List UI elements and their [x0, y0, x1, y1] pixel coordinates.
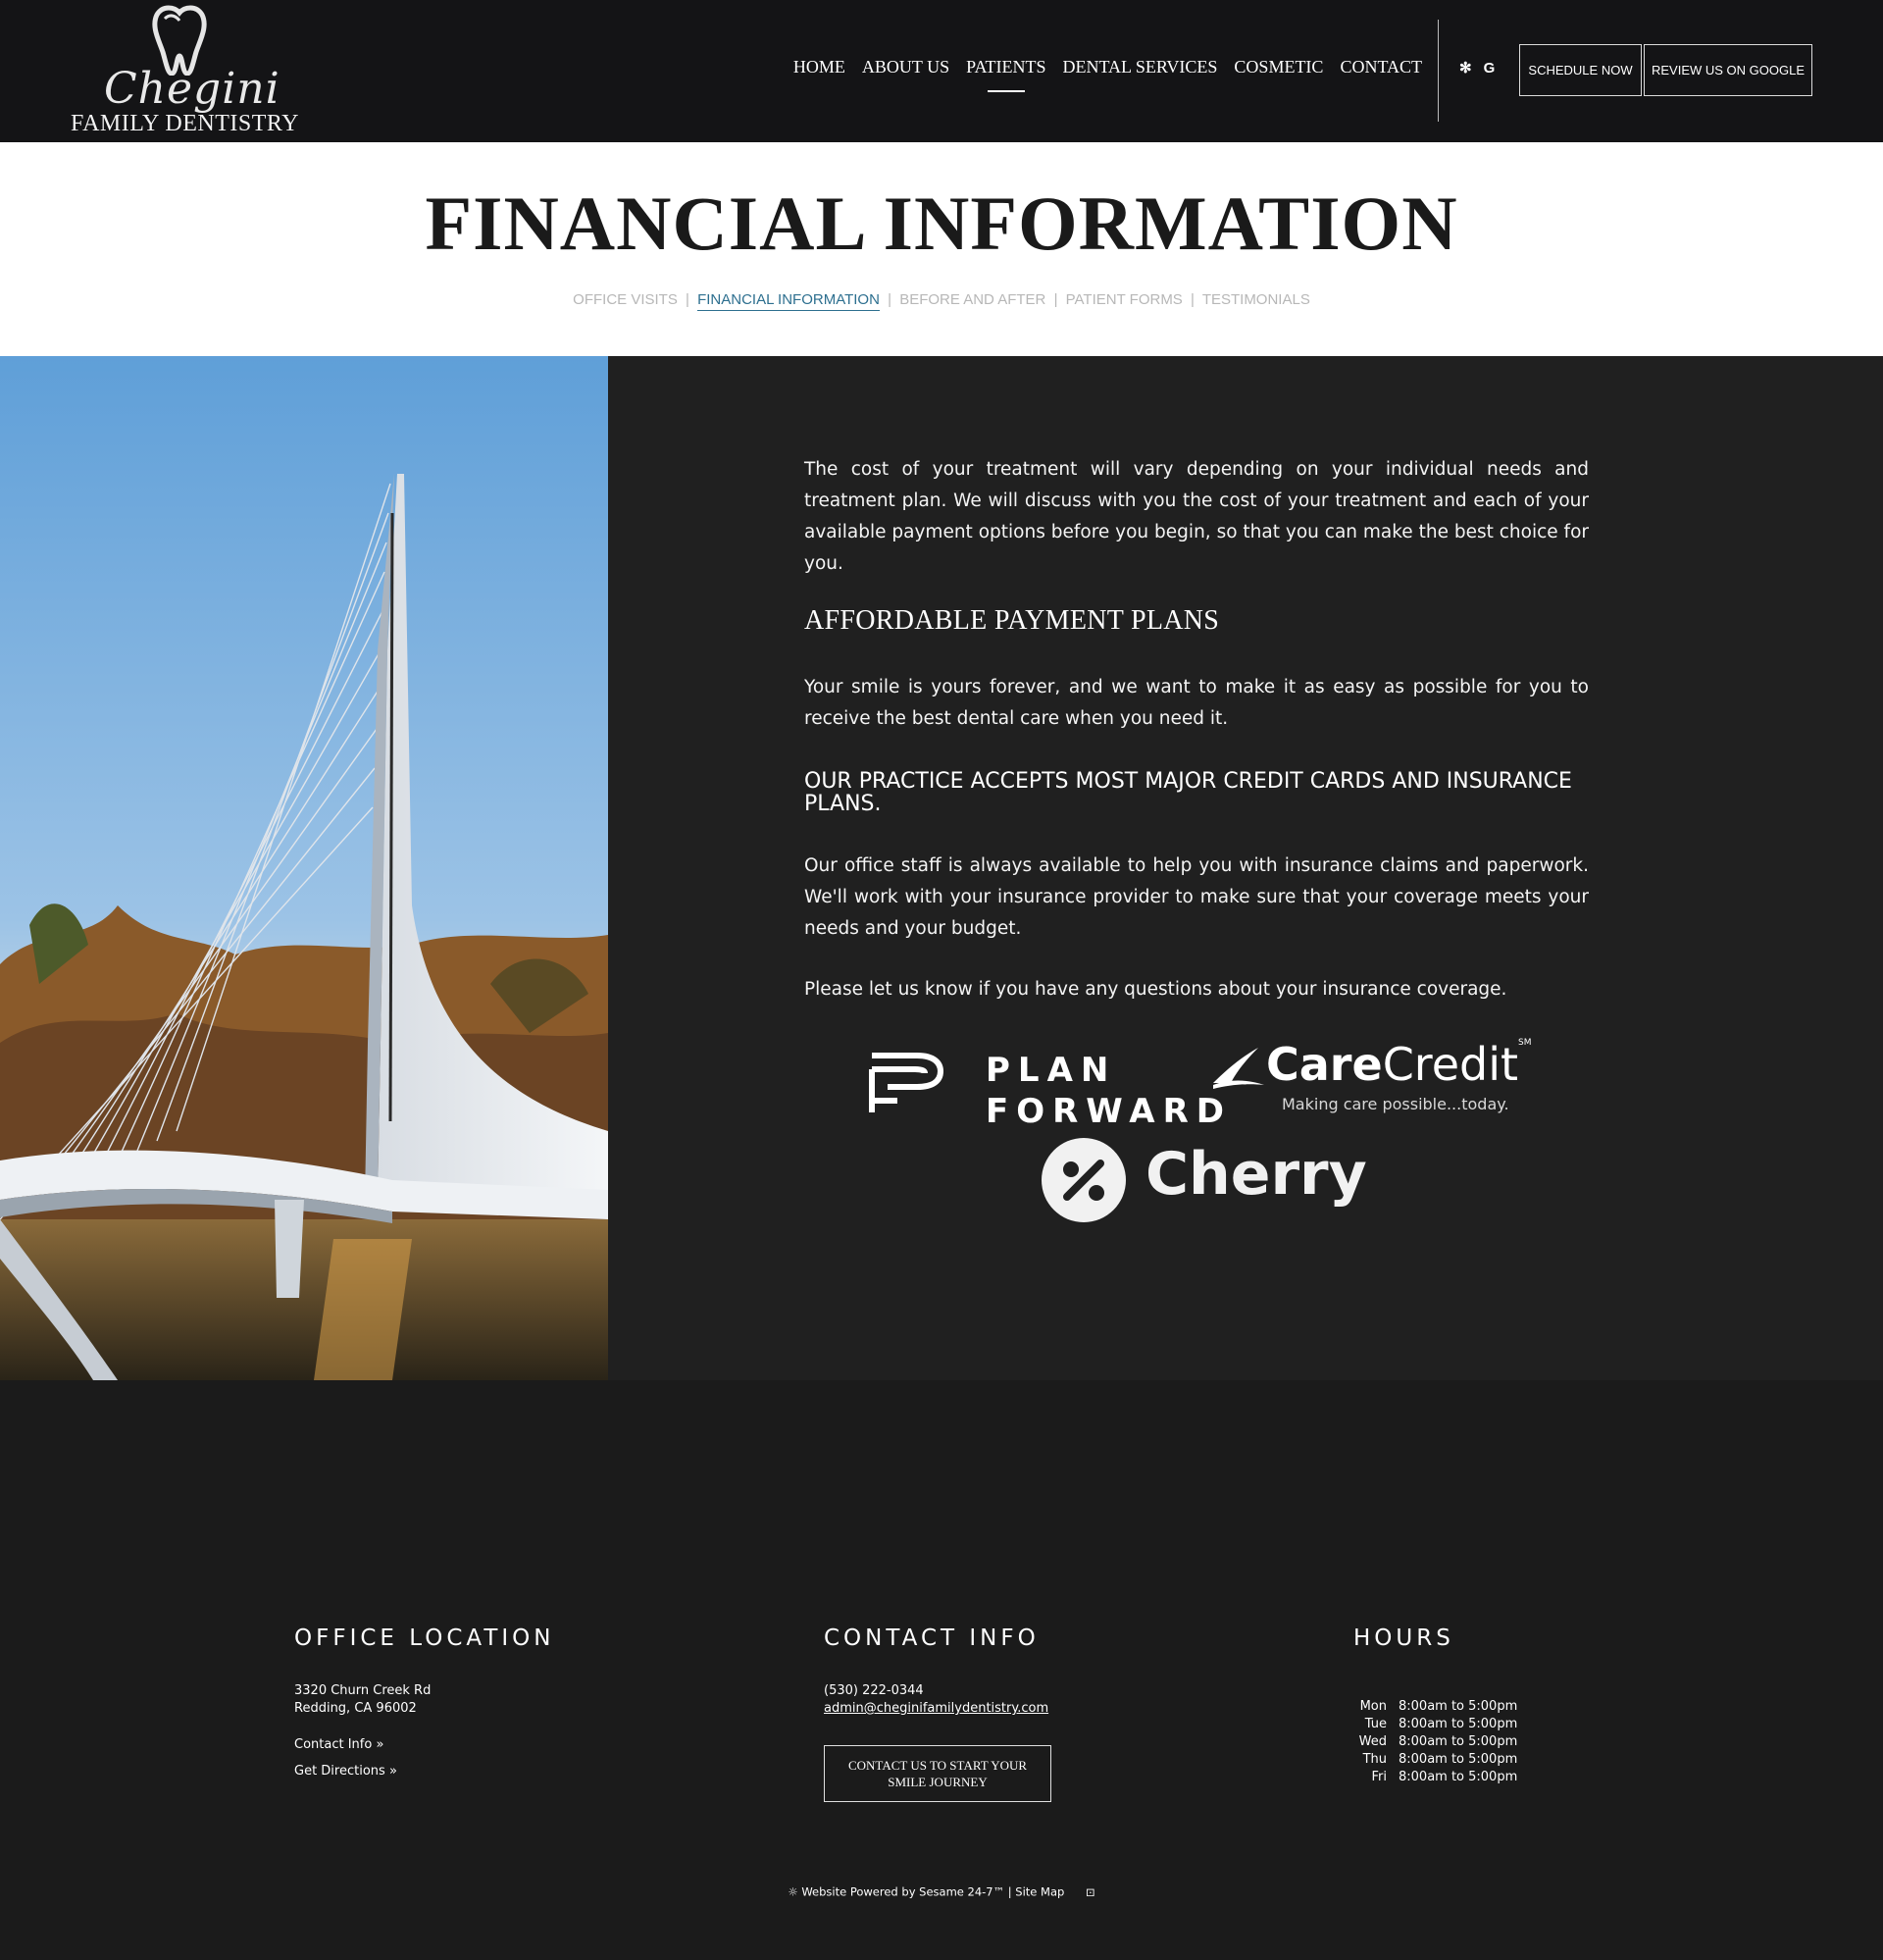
- get-directions-link[interactable]: Get Directions »: [294, 1764, 397, 1779]
- accessibility-icon[interactable]: ⊡: [1085, 1884, 1095, 1899]
- nav-contact[interactable]: CONTACT: [1340, 57, 1422, 77]
- subnav-patient-forms[interactable]: PATIENT FORMS: [1065, 291, 1183, 308]
- hours-heading: HOURS: [1353, 1625, 1454, 1651]
- email-link[interactable]: admin@cheginifamilydentistry.com: [824, 1701, 1049, 1716]
- page-title: FINANCIAL INFORMATION: [425, 181, 1458, 266]
- powered-by-link[interactable]: Website Powered by Sesame 24-7™: [801, 1884, 1005, 1899]
- contact-info-link[interactable]: Contact Info »: [294, 1737, 384, 1752]
- hours-table: [1353, 1698, 1517, 1786]
- contact-us-cta-button[interactable]: CONTACT US TO START YOUR SMILE JOURNEY: [824, 1745, 1051, 1802]
- page-title-area: [0, 142, 1883, 356]
- logo-family-text: FAMILY DENTISTRY: [71, 111, 299, 136]
- planforward-mark-icon: [868, 1050, 944, 1116]
- phone-number[interactable]: (530) 222-0344: [824, 1683, 924, 1698]
- staff-paragraph: Our office staff is always available to help you with insurance claims and paperwork. We'll work with your insurance provider to make sure that your coverage meets your needs and your budget.: [804, 855, 1589, 939]
- nav-patients[interactable]: PATIENTS: [966, 57, 1046, 77]
- payment-plans-paragraph: Your smile is yours forever, and we want to make it as easy as possible for you to receive the best dental care when you need it.: [804, 677, 1589, 729]
- subnav-separator: |: [1191, 291, 1195, 308]
- subnav-separator: |: [686, 291, 689, 308]
- subnav-testimonials[interactable]: TESTIMONIALS: [1201, 291, 1310, 308]
- intro-paragraph: The cost of your treatment will vary depending on your individual needs and treatment plan. We will discuss with you the cost of your treatment and each of your available payment options before you begin, so that you can make the best choice for you.: [804, 459, 1589, 574]
- site-map-link[interactable]: Site Map: [1015, 1884, 1065, 1899]
- sesame-sun-icon: ☼: [788, 1884, 798, 1899]
- logo-script-text: Chegini: [104, 64, 280, 114]
- credit-cards-heading: OUR PRACTICE ACCEPTS MOST MAJOR CREDIT CARDS AND INSURANCE PLANS.: [804, 769, 1572, 816]
- hours-row: Fri 8:00am to 5:00pm: [1371, 1770, 1518, 1784]
- hours-row: Thu 8:00am to 5:00pm: [1362, 1752, 1518, 1767]
- header-divider: [1438, 20, 1439, 122]
- subnav-financial-information[interactable]: FINANCIAL INFORMATION: [697, 291, 880, 311]
- site-footer: [0, 1380, 1883, 1960]
- subnav-office-visits[interactable]: OFFICE VISITS: [573, 291, 678, 308]
- main-nav: [793, 57, 1422, 77]
- financial-content-section: [0, 356, 1883, 1380]
- nav-about-us[interactable]: ABOUT US: [861, 57, 950, 77]
- yelp-icon[interactable]: ✻: [1459, 60, 1472, 77]
- carecredit-swoosh-icon: [1211, 1046, 1266, 1089]
- nav-dental-services[interactable]: DENTAL SERVICES: [1062, 57, 1218, 77]
- payment-plans-heading: AFFORDABLE PAYMENT PLANS: [804, 605, 1220, 636]
- planforward-line2: FORWARD: [986, 1092, 1233, 1131]
- nav-cosmetic[interactable]: COSMETIC: [1234, 57, 1324, 77]
- cherry-percent-icon: [1040, 1136, 1128, 1224]
- hours-column: [1353, 1625, 1517, 1786]
- carecredit-tagline: Making care possible...today.: [1282, 1095, 1509, 1113]
- subnav-before-and-after[interactable]: BEFORE AND AFTER: [899, 291, 1046, 308]
- carecredit-bold: Care: [1266, 1038, 1383, 1091]
- site-logo[interactable]: [69, 5, 299, 137]
- financing-logos: [843, 1033, 1550, 1239]
- double-chevron-right-icon: »: [376, 1737, 384, 1752]
- hours-row: Wed 8:00am to 5:00pm: [1358, 1734, 1518, 1749]
- address-line2: Redding, CA 96002: [294, 1701, 417, 1716]
- contact-info-column: [824, 1625, 1051, 1802]
- office-location-column: [294, 1625, 555, 1779]
- powered-by-bar: [0, 1884, 1883, 1899]
- nav-home[interactable]: HOME: [792, 57, 845, 77]
- double-chevron-right-icon: »: [388, 1764, 397, 1779]
- planforward-line1: PLAN: [986, 1051, 1117, 1090]
- hours-row: Tue 8:00am to 5:00pm: [1364, 1717, 1518, 1731]
- subnav-separator: |: [1053, 291, 1058, 308]
- review-google-button[interactable]: REVIEW US ON GOOGLE: [1644, 44, 1812, 96]
- social-links: [1459, 59, 1495, 77]
- cherry-text: Cherry: [1145, 1140, 1367, 1209]
- questions-paragraph: Please let us know if you have any questions about your insurance coverage.: [804, 979, 1507, 1000]
- contact-info-heading: CONTACT INFO: [824, 1625, 1040, 1651]
- financial-text: [804, 454, 1589, 1006]
- sundial-bridge-photo: [0, 356, 608, 1380]
- address-line1: 3320 Churn Creek Rd: [294, 1683, 432, 1698]
- office-location-heading: OFFICE LOCATION: [294, 1625, 555, 1651]
- carecredit-light: Credit: [1382, 1038, 1519, 1091]
- patients-subnav: [0, 291, 1883, 308]
- schedule-now-button[interactable]: SCHEDULE NOW: [1519, 44, 1642, 96]
- carecredit-sm: SM: [1518, 1038, 1532, 1048]
- hours-row: Mon 8:00am to 5:00pm: [1359, 1699, 1518, 1714]
- subnav-separator: |: [888, 291, 892, 308]
- site-header: [0, 0, 1883, 142]
- footer-separator: |: [1007, 1884, 1012, 1899]
- google-icon[interactable]: G: [1483, 59, 1496, 77]
